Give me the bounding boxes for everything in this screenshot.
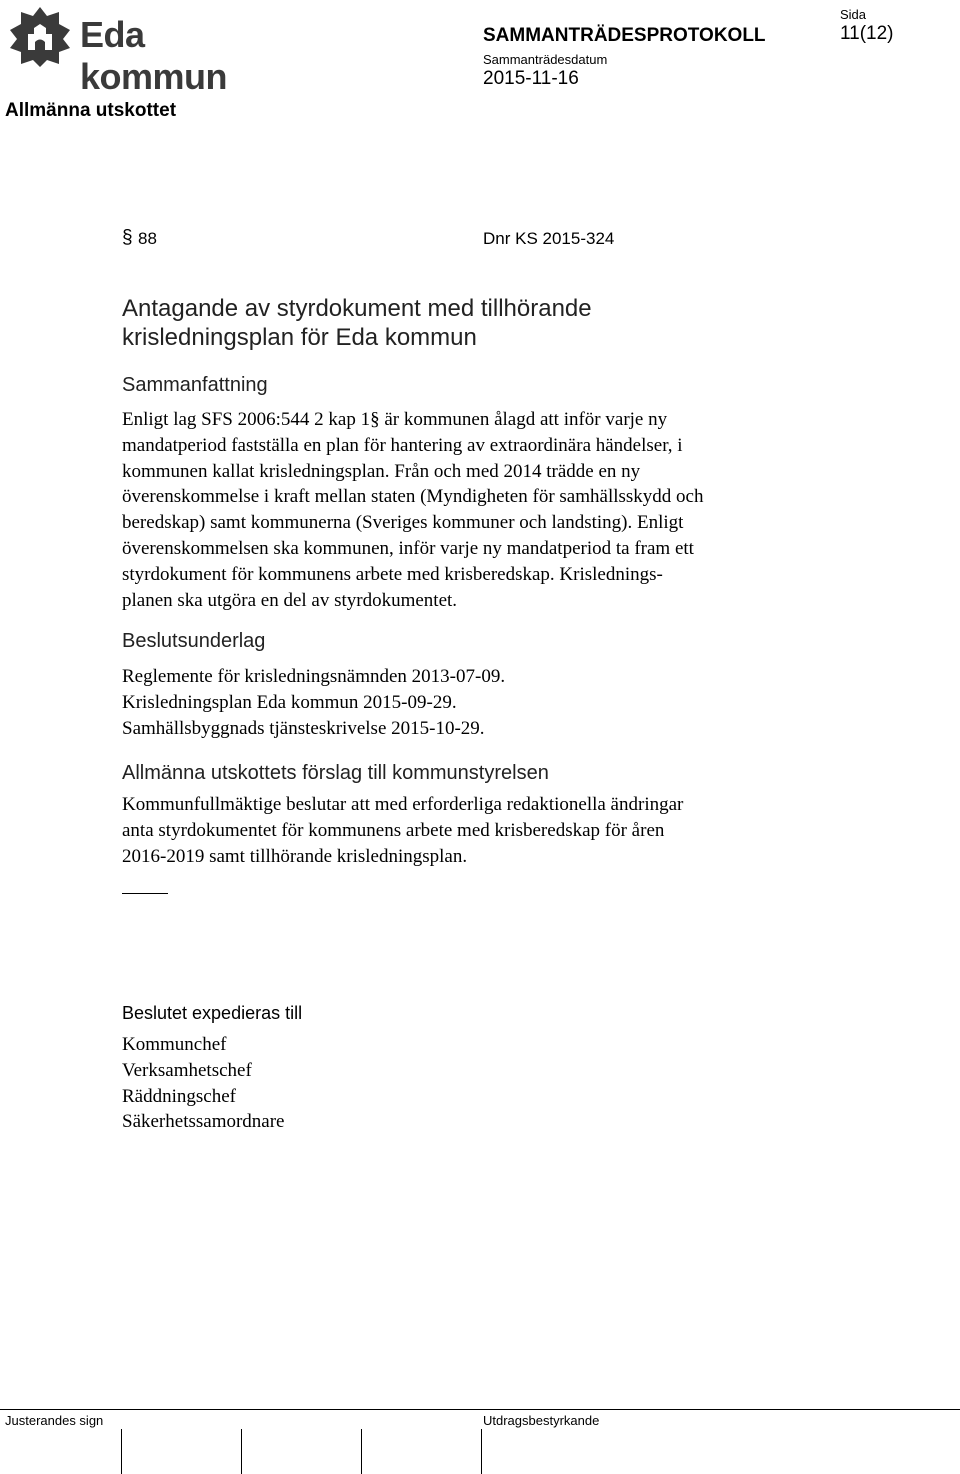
meeting-date: 2015-11-16 <box>483 68 579 89</box>
text-line: 2016-2019 samt tillhörande krisledningsplan. <box>122 845 468 867</box>
list-item: Reglemente för krisledningsnämnden 2013-07-09. <box>122 666 506 687</box>
section-number: 88 <box>138 229 157 248</box>
document-type: SAMMANTRÄDESPROTOKOLL <box>483 25 766 46</box>
text-line: Kommunfullmäktige beslutar att med erforderliga redaktionella ändringar <box>122 794 684 815</box>
list-item: Räddningschef <box>122 1085 236 1107</box>
summary-text <box>122 407 822 613</box>
page-number: 11(12) <box>840 23 894 44</box>
adjuster-signature-label: Justerandes sign <box>5 1413 104 1428</box>
diary-number: Dnr KS 2015-324 <box>483 229 615 248</box>
text-line: anta styrdokumentet för kommunens arbete med krisberedskap för åren <box>122 819 665 841</box>
list-item: Verksamhetschef <box>122 1059 252 1081</box>
page-title <box>122 294 822 352</box>
eda-kommun-logo <box>8 6 298 97</box>
text-line: mandatperiod fastställa en plan för hantering av extraordinära händelser, i <box>122 434 683 456</box>
text-line: planen ska utgöra en del av styrdokumentet. <box>122 589 458 611</box>
signature-box-divider <box>361 1429 362 1474</box>
section-sign: § <box>122 227 133 248</box>
text-line: beredskap) samt kommunerna (Sveriges kommuner och landsting). Enligt <box>122 512 684 534</box>
decision-basis-list <box>122 664 822 741</box>
text-line: överenskommelsen ska kommunen, inför varje ny mandatperiod ta fram ett <box>122 537 694 559</box>
title-line: Antagande av styrdokument med tillhörande <box>122 295 592 322</box>
title-line: krisledningsplan för Eda kommun <box>122 324 477 351</box>
dispatch-heading: Beslutet expedieras till <box>122 1003 303 1023</box>
fortress-star-icon <box>8 6 72 68</box>
signature-box-divider <box>481 1429 482 1474</box>
text-line: kommunen kallat krisledningsplan. Från och med 2014 trädde en ny <box>122 460 641 482</box>
dispatch-recipients <box>122 1032 822 1135</box>
text-line: styrdokument för kommunens arbete med krisberedskap. Krislednings- <box>122 563 663 585</box>
page-label: Sida <box>840 7 867 22</box>
list-item: Kommunchef <box>122 1034 227 1055</box>
summary-heading: Sammanfattning <box>122 374 268 396</box>
signature-box-divider <box>241 1429 242 1474</box>
decision-basis-heading: Beslutsunderlag <box>122 630 266 652</box>
committee-name: Allmänna utskottet <box>5 100 177 121</box>
signature-box-divider <box>121 1429 122 1474</box>
proposal-text <box>122 792 822 869</box>
text-line: överenskommelse i kraft mellan staten (Myndigheten för samhällsskydd och <box>122 486 704 508</box>
section-end-rule <box>122 893 168 894</box>
extract-certification-label: Utdragsbestyrkande <box>483 1413 600 1428</box>
proposal-heading: Allmänna utskottets förslag till kommunstyrelsen <box>122 762 549 784</box>
meeting-date-label: Sammanträdesdatum <box>483 52 608 67</box>
list-item: Säkerhetssamordnare <box>122 1111 285 1133</box>
list-item: Samhällsbyggnads tjänsteskrivelse 2015-10-29. <box>122 717 485 739</box>
logo-wordmark: Eda kommun <box>80 14 228 97</box>
footer-divider <box>0 1409 960 1410</box>
list-item: Krisledningsplan Eda kommun 2015-09-29. <box>122 691 457 713</box>
text-line: Enligt lag SFS 2006:544 2 kap 1§ är kommunen ålagd att inför varje ny <box>122 409 668 430</box>
